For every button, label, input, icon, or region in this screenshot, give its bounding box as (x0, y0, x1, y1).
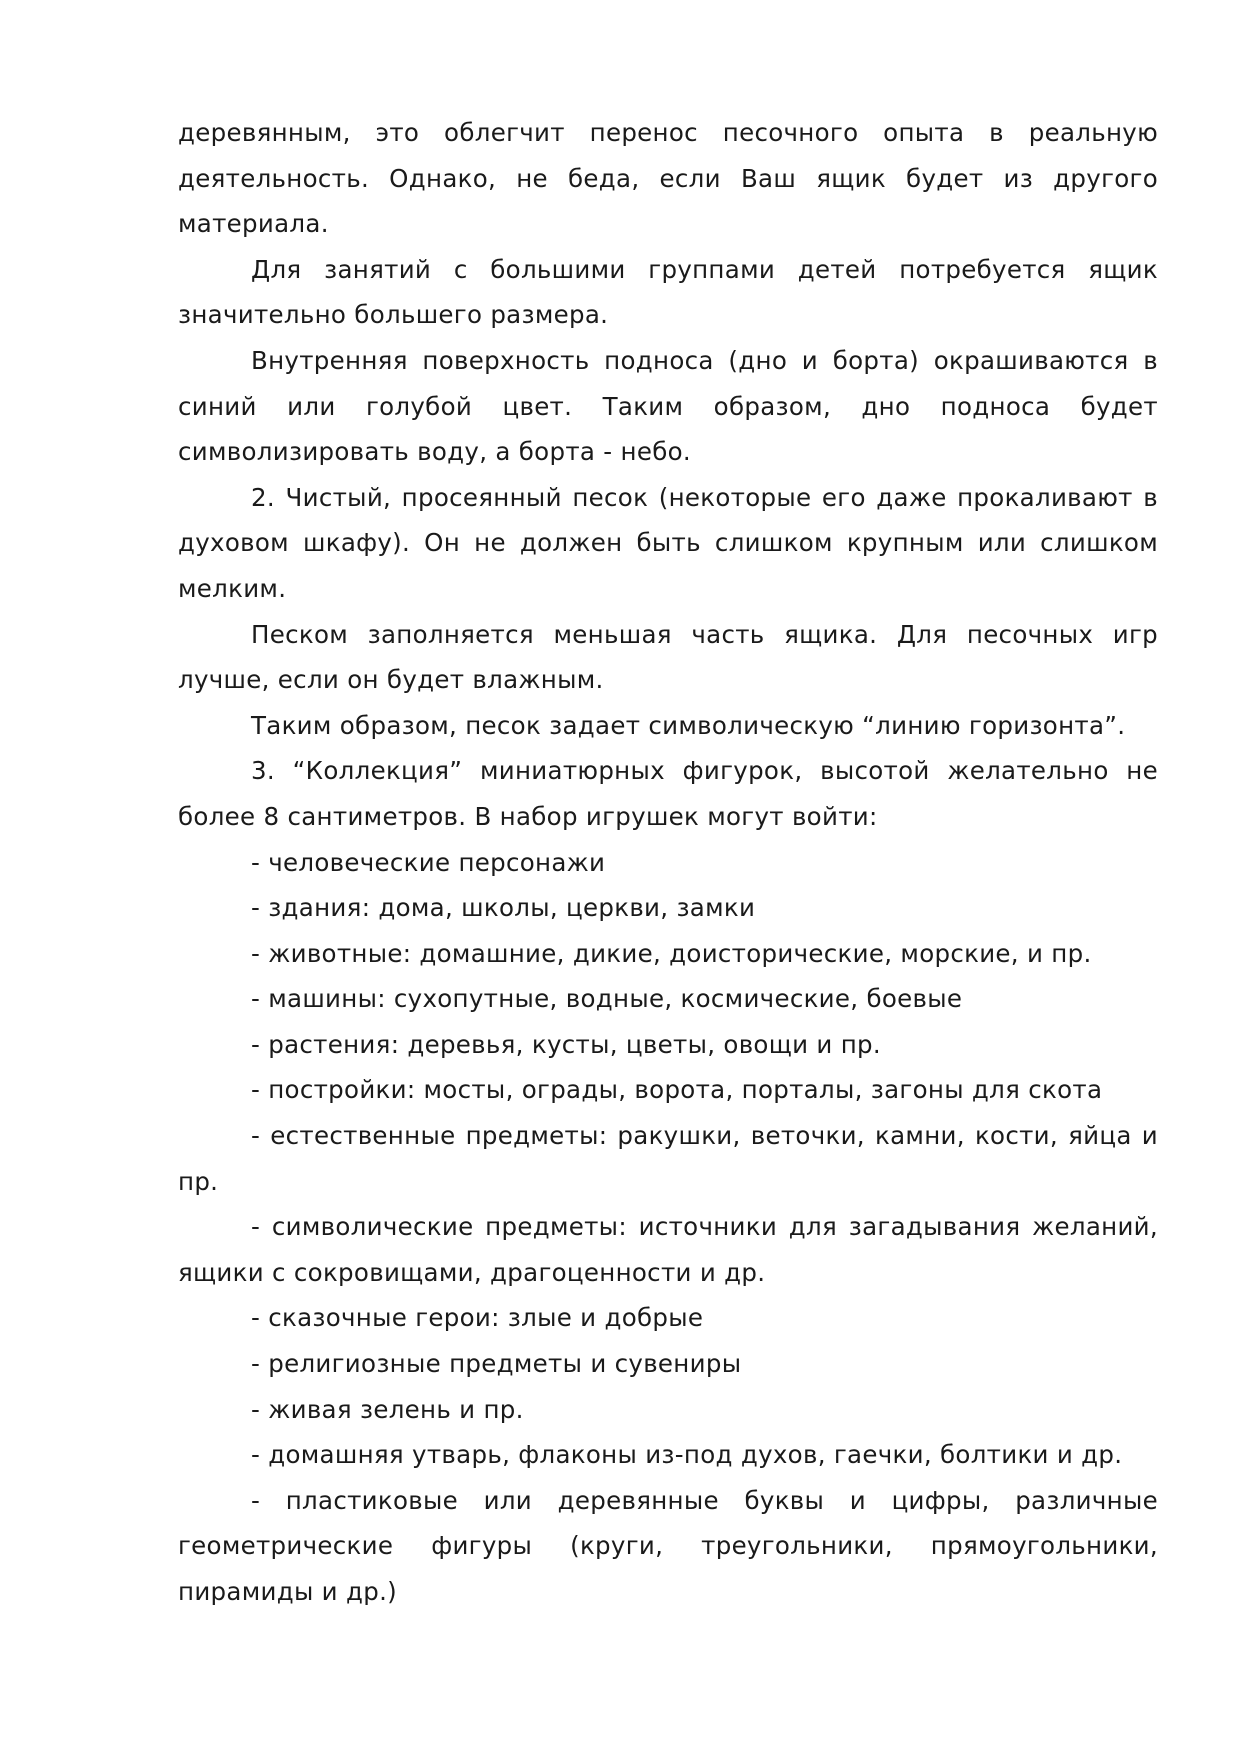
list-item: - здания: дома, школы, церкви, замки (251, 893, 756, 923)
list-item: - живая зелень и пр. (251, 1394, 524, 1424)
document-page (178, 110, 1158, 1615)
paragraph-horizon-line: Таким образом, песок задает символическую “линию горизонта”. (251, 710, 1126, 740)
list-item: - домашняя утварь, флаконы из-под духов, гаечки, болтики и др. (251, 1440, 1123, 1470)
list-item: - растения: деревья, кусты, цветы, овощи и пр. (251, 1029, 881, 1059)
list-item: - постройки: мосты, ограды, ворота, порталы, загоны для скота (251, 1075, 1103, 1105)
paragraph-large-groups: Для занятий с большими группами детей потребуется ящик значительно большего размера. (178, 254, 1158, 330)
paragraph-sand-fill: Песком заполняется меньшая часть ящика. Для песочных игр лучше, если он будет влажным. (178, 619, 1158, 695)
paragraph-figures-collection: 3. “Коллекция” миниатюрных фигурок, высотой желательно не более 8 сантиметров. В набор игрушек могут войти: (178, 756, 1158, 831)
paragraph-box-material: деревянным, это облегчит перенос песочного опыта в реальную деятельность. Однако, не беда, если Ваш ящик будет из другого материала. (178, 118, 1158, 239)
list-item: - животные: домашние, дикие, доисторические, морские, и пр. (251, 938, 1092, 968)
list-item: - естественные предметы: ракушки, веточки, камни, кости, яйца и пр. (178, 1121, 1158, 1196)
paragraph-tray-color: Внутренняя поверхность подноса (дно и борта) окрашиваются в синий или голубой цвет. Таким образом, дно подноса будет символизировать воду, а борта - небо. (178, 345, 1158, 467)
list-item: - религиозные предметы и сувениры (251, 1349, 742, 1379)
list-item: - пластиковые или деревянные буквы и цифры, различные геометрические фигуры (круги, треугольники, прямоугольники, пирамиды и др.) (178, 1485, 1158, 1606)
list-item: - сказочные герои: злые и добрые (251, 1303, 704, 1333)
paragraph-clean-sand: 2. Чистый, просеянный песок (некоторые его даже прокаливают в духовом шкафу). Он не должен быть слишком крупным или слишком мелким. (178, 482, 1158, 603)
list-item: - символические предметы: источники для загадывания желаний, ящики с сокровищами, драгоценности и др. (178, 1212, 1158, 1287)
list-item: - человеческие персонажи (251, 847, 606, 877)
list-item: - машины: сухопутные, водные, космические, боевые (251, 984, 963, 1014)
